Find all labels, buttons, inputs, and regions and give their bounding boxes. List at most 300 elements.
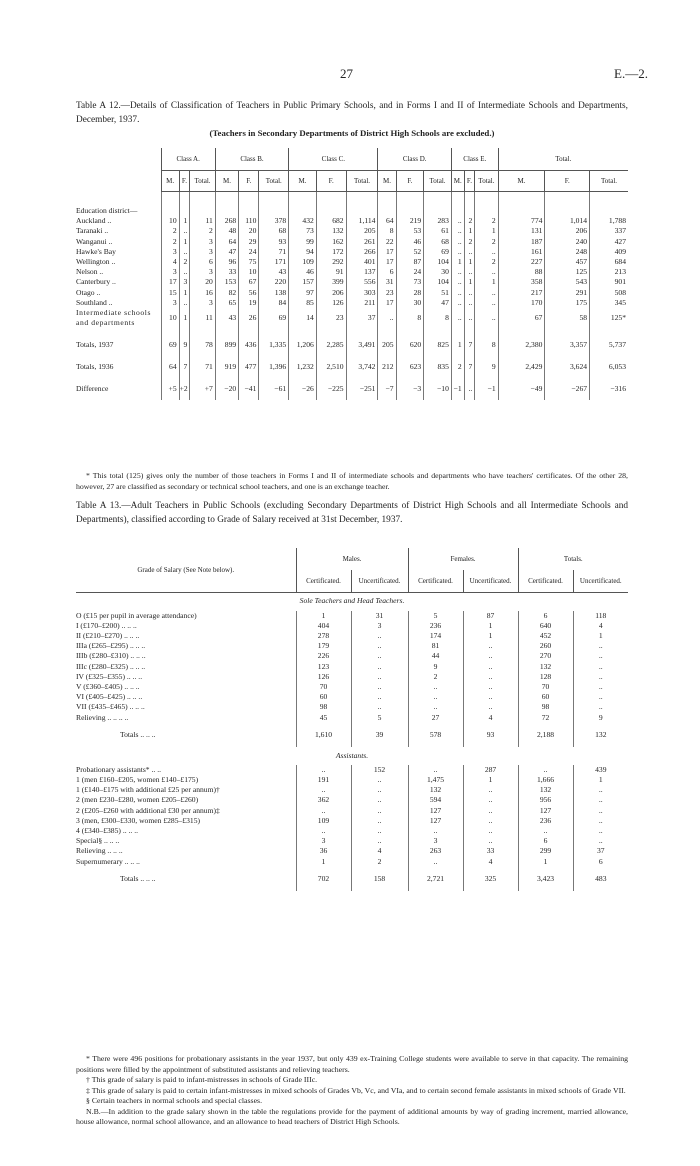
cell-value: 508 <box>590 288 628 298</box>
cell-value: .. <box>573 826 628 836</box>
cell-value: 31 <box>378 277 396 287</box>
cell-value: 1,232 <box>289 356 317 378</box>
cell-value: 2 <box>451 356 464 378</box>
cell-value: 3 <box>296 836 351 846</box>
cell-value: 47 <box>424 298 452 308</box>
cell-value: 152 <box>351 765 408 775</box>
subcol-header: Uncertificated. <box>351 570 408 592</box>
grade-header: Grade of Salary (See Note below). <box>137 565 235 574</box>
cell-value: 39 <box>351 723 408 747</box>
cell-value: 1,114 <box>346 216 378 226</box>
cell-value: 8 <box>475 334 498 356</box>
cell-value: 2 <box>475 257 498 267</box>
cell-value: 956 <box>518 795 573 805</box>
cell-value: 3,423 <box>518 867 573 891</box>
cell-value: 220 <box>259 277 289 287</box>
cell-value: .. <box>475 267 498 277</box>
cell-value: 69 <box>424 247 452 257</box>
cell-value: 227 <box>498 257 545 267</box>
cell-value: 78 <box>190 334 216 356</box>
cell-value: .. <box>296 765 351 775</box>
cell-value: 2,721 <box>408 867 463 891</box>
cell-value: 206 <box>545 226 590 236</box>
cell-value: 43 <box>215 308 238 328</box>
cell-value: .. <box>463 672 518 682</box>
cell-value: 36 <box>296 846 351 856</box>
cell-value: 1,014 <box>545 216 590 226</box>
cell-value: .. <box>179 267 190 277</box>
subcol-header: Uncertificated. <box>463 570 518 592</box>
cell-value: 67 <box>498 308 545 328</box>
row-label: Auckland .. <box>76 216 112 226</box>
cell-value: 58 <box>545 308 590 328</box>
cell-value: 378 <box>259 216 289 226</box>
cell-value: −41 <box>239 378 259 400</box>
cell-value: 27 <box>408 713 463 723</box>
cell-value: 1 <box>179 308 190 328</box>
cell-value: 61 <box>424 226 452 236</box>
cell-value: 5,737 <box>590 334 628 356</box>
table-row <box>76 806 628 816</box>
cell-value: .. <box>573 682 628 692</box>
cell-value: 171 <box>259 257 289 267</box>
cell-value: .. <box>573 836 628 846</box>
table-row <box>76 713 628 723</box>
subcol-header: Total. <box>259 171 289 192</box>
table-row <box>76 682 628 692</box>
cell-value: 69 <box>259 308 289 328</box>
cell-value: .. <box>518 826 573 836</box>
table-row <box>76 288 628 298</box>
cell-value: 170 <box>498 298 545 308</box>
cell-value: 1,788 <box>590 216 628 226</box>
cell-value: 6 <box>378 267 396 277</box>
blank-cell <box>289 206 317 216</box>
section-label: Assistants. <box>335 750 369 760</box>
cell-value: 3,624 <box>545 356 590 378</box>
cell-value: 68 <box>259 226 289 236</box>
cell-value: 81 <box>408 641 463 651</box>
cell-value: .. <box>463 836 518 846</box>
cell-value: 260 <box>518 641 573 651</box>
cell-value: 919 <box>215 356 238 378</box>
cell-value: 3 <box>190 237 216 247</box>
cell-value: .. <box>351 662 408 672</box>
cell-value: 3 <box>190 267 216 277</box>
cell-value: 15 <box>161 288 179 298</box>
cell-value: 88 <box>498 267 545 277</box>
spacer <box>396 192 424 207</box>
cell-value: 2 <box>351 857 408 867</box>
cell-value: 125* <box>590 308 628 328</box>
cell-value: .. <box>464 247 475 257</box>
cell-value: .. <box>464 267 475 277</box>
cell-value: .. <box>464 378 475 400</box>
subcol-header: Total. <box>590 171 628 192</box>
cell-value: 825 <box>424 334 452 356</box>
cell-value: .. <box>451 308 464 328</box>
subcol-header: Total. <box>346 171 378 192</box>
spacer <box>316 192 346 207</box>
spacer <box>545 192 590 207</box>
cell-value: 2 <box>408 672 463 682</box>
cell-value: .. <box>573 702 628 712</box>
row-label: Probationary assistants* .. .. <box>76 764 161 774</box>
cell-value: 82 <box>215 288 238 298</box>
cell-value: 261 <box>346 237 378 247</box>
blank-cell <box>346 206 378 216</box>
cell-value: 158 <box>351 867 408 891</box>
cell-value: −1 <box>451 378 464 400</box>
row-label: IIIa (£265–£295) .. .. .. <box>76 641 146 651</box>
cell-value: .. <box>463 785 518 795</box>
blank-cell <box>316 206 346 216</box>
cell-value: 29 <box>239 237 259 247</box>
subcol-header: M. <box>378 171 396 192</box>
table-row <box>76 277 628 287</box>
cell-value: 774 <box>498 216 545 226</box>
cell-value: 901 <box>590 277 628 287</box>
subcol-header: F. <box>239 171 259 192</box>
cell-value: 899 <box>215 334 238 356</box>
cell-value: .. <box>451 226 464 236</box>
cell-value: 16 <box>190 288 216 298</box>
table-row <box>76 216 628 226</box>
cell-value: .. <box>451 237 464 247</box>
blank-cell <box>424 206 452 216</box>
cell-value: 23 <box>316 308 346 328</box>
cell-value: 205 <box>378 334 396 356</box>
cell-value: 11 <box>190 216 216 226</box>
cell-value: .. <box>408 692 463 702</box>
cell-value: 73 <box>396 277 424 287</box>
cell-value: .. <box>463 682 518 692</box>
cell-value: 60 <box>518 692 573 702</box>
cell-value: 174 <box>408 631 463 641</box>
cell-value: 2 <box>475 216 498 226</box>
subcol-header: M. <box>161 171 179 192</box>
cell-value: 1 <box>296 611 351 621</box>
table-row <box>76 651 628 661</box>
cell-value: 104 <box>424 277 452 287</box>
cell-value: 187 <box>498 237 545 247</box>
cell-value: 684 <box>590 257 628 267</box>
cell-value: 702 <box>296 867 351 891</box>
cell-value: 263 <box>408 846 463 856</box>
cell-value: .. <box>179 226 190 236</box>
table-row <box>76 611 628 621</box>
group-header-males: Males. <box>296 548 408 570</box>
cell-value: 37 <box>573 846 628 856</box>
cell-value: 7 <box>464 334 475 356</box>
spacer <box>259 192 289 207</box>
cell-value: .. <box>573 806 628 816</box>
table-row <box>76 723 628 747</box>
cell-value: .. <box>451 298 464 308</box>
cell-value: 23 <box>378 288 396 298</box>
table-row <box>76 247 628 257</box>
cell-value: 175 <box>545 298 590 308</box>
table-row <box>76 765 628 775</box>
cell-value: 2 <box>179 257 190 267</box>
cell-value: 358 <box>498 277 545 287</box>
table-row <box>76 795 628 805</box>
cell-value: 99 <box>289 237 317 247</box>
cell-value: −1 <box>475 378 498 400</box>
table12-footnote-text: * This total (125) gives only the number of those teachers in Forms I and II of intermediate schools and departments who have teachers' certificates. Of the other 28, however, 27 are classified as secondary or technical school teachers, and one is an exchange teacher. <box>76 471 628 491</box>
row-label: V (£360–£405) .. .. .. <box>76 681 140 691</box>
cell-value: 240 <box>545 237 590 247</box>
cell-value: 2,510 <box>316 356 346 378</box>
table-row <box>76 662 628 672</box>
subcol-header: M. <box>215 171 238 192</box>
cell-value: 4 <box>463 713 518 723</box>
cell-value: .. <box>475 298 498 308</box>
cell-value: 93 <box>259 237 289 247</box>
cell-value: 14 <box>289 308 317 328</box>
cell-value: 30 <box>396 298 424 308</box>
cell-value: 2,188 <box>518 723 573 747</box>
cell-value: 3,742 <box>346 356 378 378</box>
cell-value: 3 <box>161 267 179 277</box>
cell-value: 8 <box>378 226 396 236</box>
table-row <box>76 846 628 856</box>
cell-value: 236 <box>408 621 463 631</box>
row-label: Intermediate schools and departments <box>76 308 152 328</box>
cell-value: 6,053 <box>590 356 628 378</box>
blank-cell <box>545 206 590 216</box>
cell-value: 33 <box>463 846 518 856</box>
cell-value: 132 <box>518 662 573 672</box>
cell-value: 2 <box>475 237 498 247</box>
cell-value: 191 <box>296 775 351 785</box>
cell-value: .. <box>351 775 408 785</box>
cell-value: 8 <box>396 308 424 328</box>
cell-value: .. <box>351 692 408 702</box>
cell-value: −7 <box>378 378 396 400</box>
spacer <box>289 192 317 207</box>
cell-value: 1 <box>463 621 518 631</box>
group-header-females: Females. <box>408 548 518 570</box>
cell-value: 51 <box>424 288 452 298</box>
cell-value: 5 <box>408 611 463 621</box>
cell-value: .. <box>451 277 464 287</box>
cell-value: −20 <box>215 378 238 400</box>
subcol-header: F. <box>464 171 475 192</box>
cell-value: 45 <box>296 713 351 723</box>
blank-cell <box>239 206 259 216</box>
group-header: Total. <box>498 148 628 171</box>
cell-value: 3 <box>190 247 216 257</box>
subcol-header: Total. <box>475 171 498 192</box>
cell-value: −61 <box>259 378 289 400</box>
cell-value: .. <box>464 308 475 328</box>
cell-value: 483 <box>573 867 628 891</box>
cell-value: 1 <box>463 631 518 641</box>
cell-value: .. <box>408 765 463 775</box>
cell-value: 432 <box>289 216 317 226</box>
cell-value: 1 <box>463 775 518 785</box>
cell-value: 110 <box>239 216 259 226</box>
spacer <box>475 192 498 207</box>
cell-value: 33 <box>215 267 238 277</box>
cell-value: 457 <box>545 257 590 267</box>
cell-value: 46 <box>289 267 317 277</box>
cell-value: 71 <box>259 247 289 257</box>
cell-value: 109 <box>296 816 351 826</box>
note-paragraph: N.B.—In addition to the grade salary shown in the table the regulations provide for the payment of additional amounts by way of grading increment, married allowance, house allowance, normal school allowance, and an allowance to head teachers of District High Schools. <box>76 1106 628 1126</box>
cell-value: 1,396 <box>259 356 289 378</box>
cell-value: 337 <box>590 226 628 236</box>
cell-value: 4 <box>573 621 628 631</box>
spacer <box>346 192 378 207</box>
cell-value: 4 <box>351 846 408 856</box>
cell-value: 399 <box>316 277 346 287</box>
cell-value: 64 <box>161 356 179 378</box>
blank-cell <box>378 206 396 216</box>
cell-value: .. <box>351 702 408 712</box>
cell-value: 137 <box>346 267 378 277</box>
cell-value: .. <box>351 641 408 651</box>
cell-value: 2,429 <box>498 356 545 378</box>
cell-value: 132 <box>573 723 628 747</box>
cell-value: .. <box>451 216 464 226</box>
cell-value: 248 <box>545 247 590 257</box>
cell-value: 7 <box>464 356 475 378</box>
subcol-header: Total. <box>424 171 452 192</box>
cell-value: 8 <box>424 308 452 328</box>
blank-cell <box>464 206 475 216</box>
row-label: Wanganui .. <box>76 236 113 246</box>
cell-value: 3,491 <box>346 334 378 356</box>
subcol-header: Uncertificated. <box>573 570 628 592</box>
cell-value: .. <box>451 247 464 257</box>
row-label: 3 (men, £300–£330, women £285–£315) <box>76 815 201 825</box>
row-label: IV (£325–£355) .. .. .. <box>76 671 143 681</box>
row-label: Taranaki .. <box>76 226 109 236</box>
cell-value: 6 <box>190 257 216 267</box>
cell-value: .. <box>179 298 190 308</box>
page-number: 27 <box>340 66 353 81</box>
cell-value: 28 <box>396 288 424 298</box>
group-header: Class B. <box>215 148 288 171</box>
table-row <box>76 334 628 356</box>
spacer <box>378 192 396 207</box>
group-header-totals: Totals. <box>518 548 628 570</box>
cell-value: +2 <box>179 378 190 400</box>
cell-value: 179 <box>296 641 351 651</box>
cell-value: 2,380 <box>498 334 545 356</box>
spacer <box>451 192 464 207</box>
cell-value: 401 <box>346 257 378 267</box>
note-paragraph: † This grade of salary is paid to infant-mistresses in schools of Grade IIIc. <box>86 1075 318 1084</box>
spacer <box>424 192 452 207</box>
blank-cell <box>451 206 464 216</box>
cell-value: −26 <box>289 378 317 400</box>
cell-value: 1,335 <box>259 334 289 356</box>
cell-value: 10 <box>239 267 259 277</box>
cell-value: 7 <box>179 356 190 378</box>
table-row <box>76 816 628 826</box>
cell-value: 9 <box>475 356 498 378</box>
spacer <box>239 192 259 207</box>
cell-value: .. <box>451 288 464 298</box>
cell-value: 1,610 <box>296 723 351 747</box>
subcol-header: F. <box>396 171 424 192</box>
cell-value: 84 <box>259 298 289 308</box>
subcol-header: Certificated. <box>518 570 573 592</box>
cell-value: 10 <box>161 216 179 226</box>
cell-value: 270 <box>518 651 573 661</box>
cell-value: 299 <box>518 846 573 856</box>
cell-value: 30 <box>424 267 452 277</box>
cell-value: 127 <box>408 806 463 816</box>
cell-value: 87 <box>396 257 424 267</box>
row-label: Totals, 1936 <box>76 362 114 372</box>
cell-value: 75 <box>239 257 259 267</box>
cell-value: .. <box>573 651 628 661</box>
cell-value: 325 <box>463 867 518 891</box>
cell-value: 427 <box>590 237 628 247</box>
cell-value: 292 <box>316 257 346 267</box>
cell-value: 17 <box>378 257 396 267</box>
table-row <box>76 836 628 846</box>
cell-value: .. <box>464 298 475 308</box>
cell-value: 9 <box>179 334 190 356</box>
cell-value: 162 <box>316 237 346 247</box>
table12-footnote <box>76 471 628 492</box>
blank-cell <box>590 206 628 216</box>
cell-value: 17 <box>161 277 179 287</box>
cell-value: 128 <box>518 672 573 682</box>
cell-value: 1,666 <box>518 775 573 785</box>
cell-value: 93 <box>463 723 518 747</box>
cell-value: 1,206 <box>289 334 317 356</box>
cell-value: .. <box>475 247 498 257</box>
cell-value: .. <box>464 288 475 298</box>
cell-value: −49 <box>498 378 545 400</box>
subcol-header: F. <box>316 171 346 192</box>
cell-value: 19 <box>239 298 259 308</box>
cell-value: .. <box>408 702 463 712</box>
table-row <box>76 785 628 795</box>
blank-cell <box>179 206 190 216</box>
cell-value: 127 <box>408 816 463 826</box>
cell-value: 3 <box>351 621 408 631</box>
cell-value: −316 <box>590 378 628 400</box>
spacer <box>76 192 161 207</box>
cell-value: 2 <box>161 237 179 247</box>
row-label: VII (£435–£465) .. .. .. <box>76 702 145 712</box>
subcol-header: M. <box>498 171 545 192</box>
spacer <box>161 192 179 207</box>
cell-value: 104 <box>424 257 452 267</box>
cell-value: 52 <box>396 247 424 257</box>
subcol-header: Certificated. <box>408 570 463 592</box>
cell-value: 37 <box>346 308 378 328</box>
cell-value: 94 <box>289 247 317 257</box>
cell-value: .. <box>351 806 408 816</box>
cell-value: 6 <box>518 611 573 621</box>
cell-value: 6 <box>518 836 573 846</box>
cell-value: 620 <box>396 334 424 356</box>
cell-value: 278 <box>296 631 351 641</box>
cell-value: −251 <box>346 378 378 400</box>
cell-value: 287 <box>463 765 518 775</box>
table12 <box>76 148 628 400</box>
cell-value: .. <box>475 288 498 298</box>
cell-value: .. <box>573 785 628 795</box>
